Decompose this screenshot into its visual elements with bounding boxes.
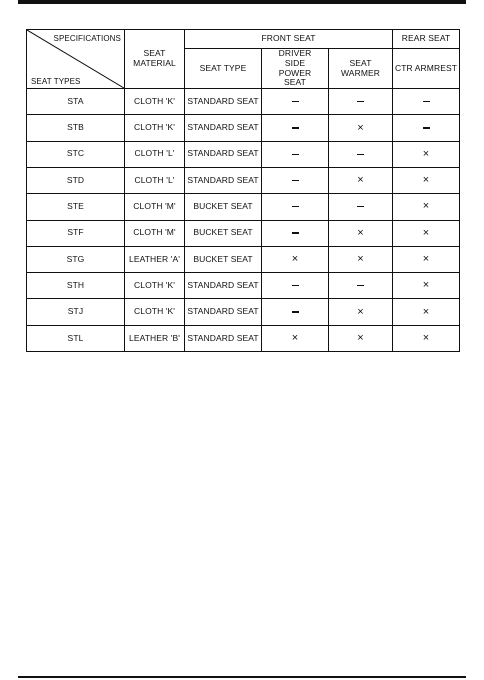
header-row-top: [27, 30, 460, 49]
seat-type-cell: STANDARD SEAT: [185, 167, 262, 193]
dash-mark-icon: [423, 101, 430, 102]
top-rule: [18, 0, 466, 4]
ctr-armrest-cell: [393, 115, 460, 141]
cross-mark-icon: ×: [422, 252, 430, 265]
ctr-armrest-cell: [393, 246, 460, 272]
seat-material-cell: LEATHER 'B': [125, 325, 185, 351]
seat-type-code-cell: STF: [27, 220, 125, 246]
table-row: [27, 273, 460, 299]
seat-type-cell: STANDARD SEAT: [185, 325, 262, 351]
dash-mark-icon: [292, 232, 299, 233]
table-row: [27, 325, 460, 351]
dash-mark-icon: [357, 206, 364, 207]
seat-type-cell: STANDARD SEAT: [185, 299, 262, 325]
seat-type-code-cell: STH: [27, 273, 125, 299]
cross-mark-icon: ×: [291, 252, 299, 265]
ctr-armrest-cell: [393, 325, 460, 351]
dash-mark-icon: [292, 285, 299, 286]
seat-warmer-cell: [329, 194, 393, 220]
cross-mark-icon: ×: [422, 279, 430, 292]
table-row: [27, 89, 460, 115]
cross-mark-icon: ×: [357, 252, 364, 265]
seat-type-header: SEAT TYPE: [185, 49, 262, 89]
seat-material-cell: CLOTH 'L': [125, 141, 185, 167]
seat-material-cell: CLOTH 'K': [125, 273, 185, 299]
cross-mark-icon: ×: [422, 305, 430, 318]
cross-mark-icon: ×: [422, 200, 430, 213]
cross-mark-icon: ×: [357, 226, 364, 239]
seat-material-cell: CLOTH 'K': [125, 299, 185, 325]
power-seat-cell: [262, 141, 329, 167]
power-seat-cell: [262, 89, 329, 115]
dash-mark-icon: [292, 101, 299, 102]
cross-mark-icon: ×: [422, 147, 430, 160]
cross-mark-icon: ×: [357, 331, 364, 344]
seat-type-cell: STANDARD SEAT: [185, 273, 262, 299]
ctr-armrest-cell: [393, 299, 460, 325]
power-seat-cell: [262, 115, 329, 141]
dash-mark-icon: [292, 311, 299, 312]
seat-type-code-cell: STC: [27, 141, 125, 167]
seat-type-code-cell: STB: [27, 115, 125, 141]
dash-mark-icon: [292, 206, 299, 207]
dash-mark-icon: [292, 154, 299, 155]
cross-mark-icon: ×: [357, 174, 364, 187]
seat-warmer-cell: [329, 115, 393, 141]
seat-type-cell: STANDARD SEAT: [185, 115, 262, 141]
cross-mark-icon: ×: [357, 121, 364, 134]
dash-mark-icon: [357, 285, 364, 286]
seat-warmer-cell: [329, 167, 393, 193]
seat-type-code-cell: STA: [27, 89, 125, 115]
table-row: [27, 167, 460, 193]
seat-material-cell: CLOTH 'K': [125, 115, 185, 141]
seat-warmer-cell: [329, 246, 393, 272]
seat-warmer-cell: [329, 299, 393, 325]
power-seat-cell: [262, 167, 329, 193]
seat-type-cell: STANDARD SEAT: [185, 141, 262, 167]
dash-mark-icon: [357, 154, 364, 155]
seat-material-header: [125, 30, 185, 89]
table-row: [27, 194, 460, 220]
table-row: [27, 246, 460, 272]
seat-warmer-cell: [329, 325, 393, 351]
seat-warmer-cell: [329, 273, 393, 299]
table-body: [27, 89, 460, 352]
rear-seat-header: REAR SEAT: [393, 30, 460, 49]
seat-type-cell: BUCKET SEAT: [185, 246, 262, 272]
power-seat-cell: [262, 220, 329, 246]
ctr-armrest-cell: [393, 220, 460, 246]
seat-type-cell: BUCKET SEAT: [185, 220, 262, 246]
seat-material-cell: LEATHER 'A': [125, 246, 185, 272]
table-row: [27, 141, 460, 167]
seat-warmer-cell: [329, 141, 393, 167]
seat-type-cell: BUCKET SEAT: [185, 194, 262, 220]
power-seat-cell: [262, 194, 329, 220]
ctr-armrest-cell: [393, 89, 460, 115]
ctr-armrest-cell: [393, 141, 460, 167]
power-seat-cell: [262, 273, 329, 299]
bottom-rule: [18, 676, 466, 678]
seat-warmer-cell: [329, 89, 393, 115]
seat-type-code-cell: STL: [27, 325, 125, 351]
seat-type-code-cell: STD: [27, 167, 125, 193]
seat-type-code-cell: STG: [27, 246, 125, 272]
power-seat-cell: [262, 246, 329, 272]
dash-mark-icon: [292, 127, 299, 128]
dash-mark-icon: [357, 101, 364, 102]
table-row: [27, 299, 460, 325]
dash-mark-icon: [292, 180, 299, 181]
cross-mark-icon: ×: [291, 331, 299, 344]
specifications-label: SPECIFICATIONS: [53, 34, 121, 43]
dash-mark-icon: [423, 127, 430, 128]
seat-type-cell: STANDARD SEAT: [185, 89, 262, 115]
seat-material-cell: CLOTH 'L': [125, 167, 185, 193]
seat-warmer-header: SEAT WARMER: [329, 49, 393, 89]
ctr-armrest-cell: [393, 194, 460, 220]
cross-mark-icon: ×: [422, 226, 430, 239]
seat-material-header-label: SEAT MATERIAL: [133, 48, 176, 69]
power-seat-header: [262, 49, 329, 89]
power-seat-cell: [262, 325, 329, 351]
cross-mark-icon: ×: [422, 174, 430, 187]
seat-type-code-cell: STE: [27, 194, 125, 220]
seat-material-cell: CLOTH 'M': [125, 194, 185, 220]
front-seat-header: FRONT SEAT: [185, 30, 393, 49]
seat-type-code-cell: STJ: [27, 299, 125, 325]
power-seat-header-label: DRIVER SIDE POWER SEAT: [278, 48, 312, 88]
seat-material-cell: CLOTH 'M': [125, 220, 185, 246]
table-row: [27, 220, 460, 246]
seat-warmer-cell: [329, 220, 393, 246]
corner-header-cell: [27, 30, 125, 89]
ctr-armrest-header: CTR ARMREST: [393, 49, 460, 89]
seat-material-cell: CLOTH 'K': [125, 89, 185, 115]
seat-specification-table: [26, 29, 460, 352]
cross-mark-icon: ×: [422, 331, 430, 344]
cross-mark-icon: ×: [357, 305, 364, 318]
seat-types-label: SEAT TYPES: [31, 76, 81, 86]
ctr-armrest-cell: [393, 273, 460, 299]
power-seat-cell: [262, 299, 329, 325]
ctr-armrest-cell: [393, 167, 460, 193]
table-row: [27, 115, 460, 141]
